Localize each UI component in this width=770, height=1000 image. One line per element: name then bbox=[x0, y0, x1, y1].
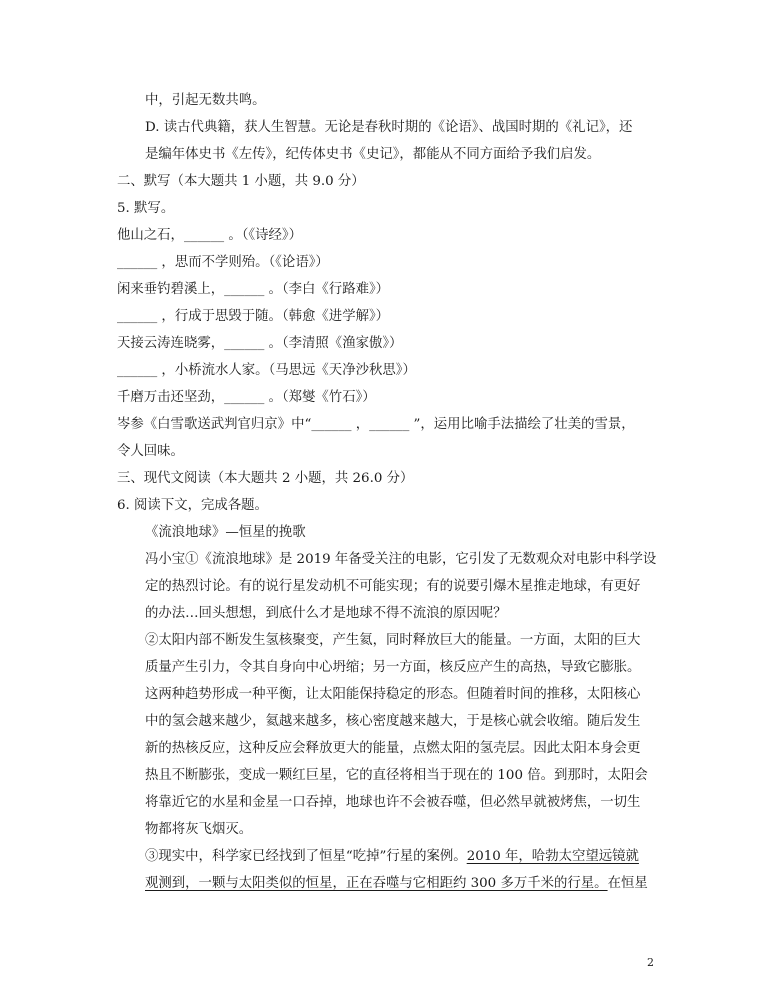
article-paragraph-line: 冯小宝①《流浪地球》是 2019 年备受关注的电影，它引发了无数观众对电影中科学设 bbox=[145, 552, 657, 567]
dictation-item: 天接云涛连晓雾，______ 。（李清照《渔家傲》） bbox=[117, 336, 403, 351]
article-paragraph-line: 中的氢会越来越少，氦越来越多，核心密度越来越大，于是核心就会收缩。随后发生 bbox=[145, 714, 641, 729]
article-paragraph-line bbox=[145, 848, 639, 866]
article-paragraph-line: 物都将灰飞烟灭。 bbox=[145, 822, 253, 837]
question-6-title: 6. 阅读下文，完成各题。 bbox=[117, 498, 268, 513]
article-paragraph-line: 新的热核反应，这种反应会释放更大的能量，点燃太阳的氢壳层。因此太阳本身会更 bbox=[145, 741, 641, 756]
article-paragraph-line: ②太阳内部不断发生氢核聚变，产生氦，同时释放巨大的能量。一方面，太阳的巨大 bbox=[145, 633, 641, 648]
underlined-text: 2010 年，哈勃太空望远镜就 bbox=[466, 849, 639, 864]
article-paragraph-line bbox=[145, 875, 648, 893]
section-heading-dictation: 二、默写（本大题共 1 小题，共 9.0 分） bbox=[117, 174, 365, 189]
article-paragraph-line: 这两种趋势形成一种平衡，让太阳能保持稳定的形态。但随着时间的推移，太阳核心 bbox=[145, 687, 641, 702]
article-paragraph-line: 将靠近它的水星和金星一口吞掉，地球也许不会被吞噬，但必然早就被烤焦，一切生 bbox=[145, 795, 641, 810]
article-paragraph-line: 定的热烈讨论。有的说行星发动机不可能实现；有的说要引爆木星推走地球，有更好 bbox=[145, 579, 641, 594]
dictation-item: 千磨万击还坚劲，______ 。（郑燮《竹石》） bbox=[117, 390, 376, 405]
text-line: 是编年体史书《左传》，纪传体史书《史记》，都能从不同方面给予我们启发。 bbox=[145, 147, 601, 162]
dictation-item: 岑参《白雪歌送武判官归京》中“______ ，______ ”，运用比喻手法描绘了壮美的雪景， bbox=[117, 417, 635, 432]
page-number: 2 bbox=[647, 956, 654, 969]
dictation-item: ______ ，行成于思毁于随。（韩愈《进学解》） bbox=[117, 309, 390, 324]
text-line: 令人回味。 bbox=[117, 444, 184, 459]
option-d-line: D. 读古代典籍，获人生智慧。无论是春秋时期的《论语》、战国时期的《礼记》，还 bbox=[145, 120, 633, 135]
line-text-after: 在恒星 bbox=[607, 876, 648, 891]
question-5-title: 5. 默写。 bbox=[117, 201, 175, 216]
line-text: ③现实中，科学家已经找到了恒星“吃掉”行星的案例。 bbox=[145, 849, 467, 864]
text-line: 中，引起无数共鸣。 bbox=[145, 93, 266, 108]
dictation-item: ______ ，小桥流水人家。（马思远《天净沙秋思》） bbox=[117, 363, 416, 378]
section-heading-reading: 三、现代文阅读（本大题共 2 小题，共 26.0 分） bbox=[117, 471, 414, 486]
article-paragraph-line: 质量产生引力，令其自身向中心坍缩；另一方面，核反应产生的高热，导致它膨胀。 bbox=[145, 660, 641, 675]
dictation-item: ______ ，思而不学则殆。（《论语》） bbox=[117, 255, 329, 270]
underlined-text: 观测到，一颗与太阳类似的恒星，正在吞噬与它相距约 300 多万千米的行星。 bbox=[145, 876, 608, 891]
article-title: 《流浪地球》—恒星的挽歌 bbox=[145, 525, 306, 540]
dictation-item: 他山之石，______ 。（《诗经》） bbox=[117, 228, 303, 243]
article-paragraph-line: 的办法…回头想想，到底什么才是地球不得不流浪的原因呢？ bbox=[145, 606, 507, 621]
dictation-item: 闲来垂钓碧溪上，______ 。（李白《行路难》） bbox=[117, 282, 390, 297]
article-paragraph-line: 热且不断膨张，变成一颗红巨星，它的直径将相当于现在的 100 倍。到那时，太阳会 bbox=[145, 768, 648, 783]
